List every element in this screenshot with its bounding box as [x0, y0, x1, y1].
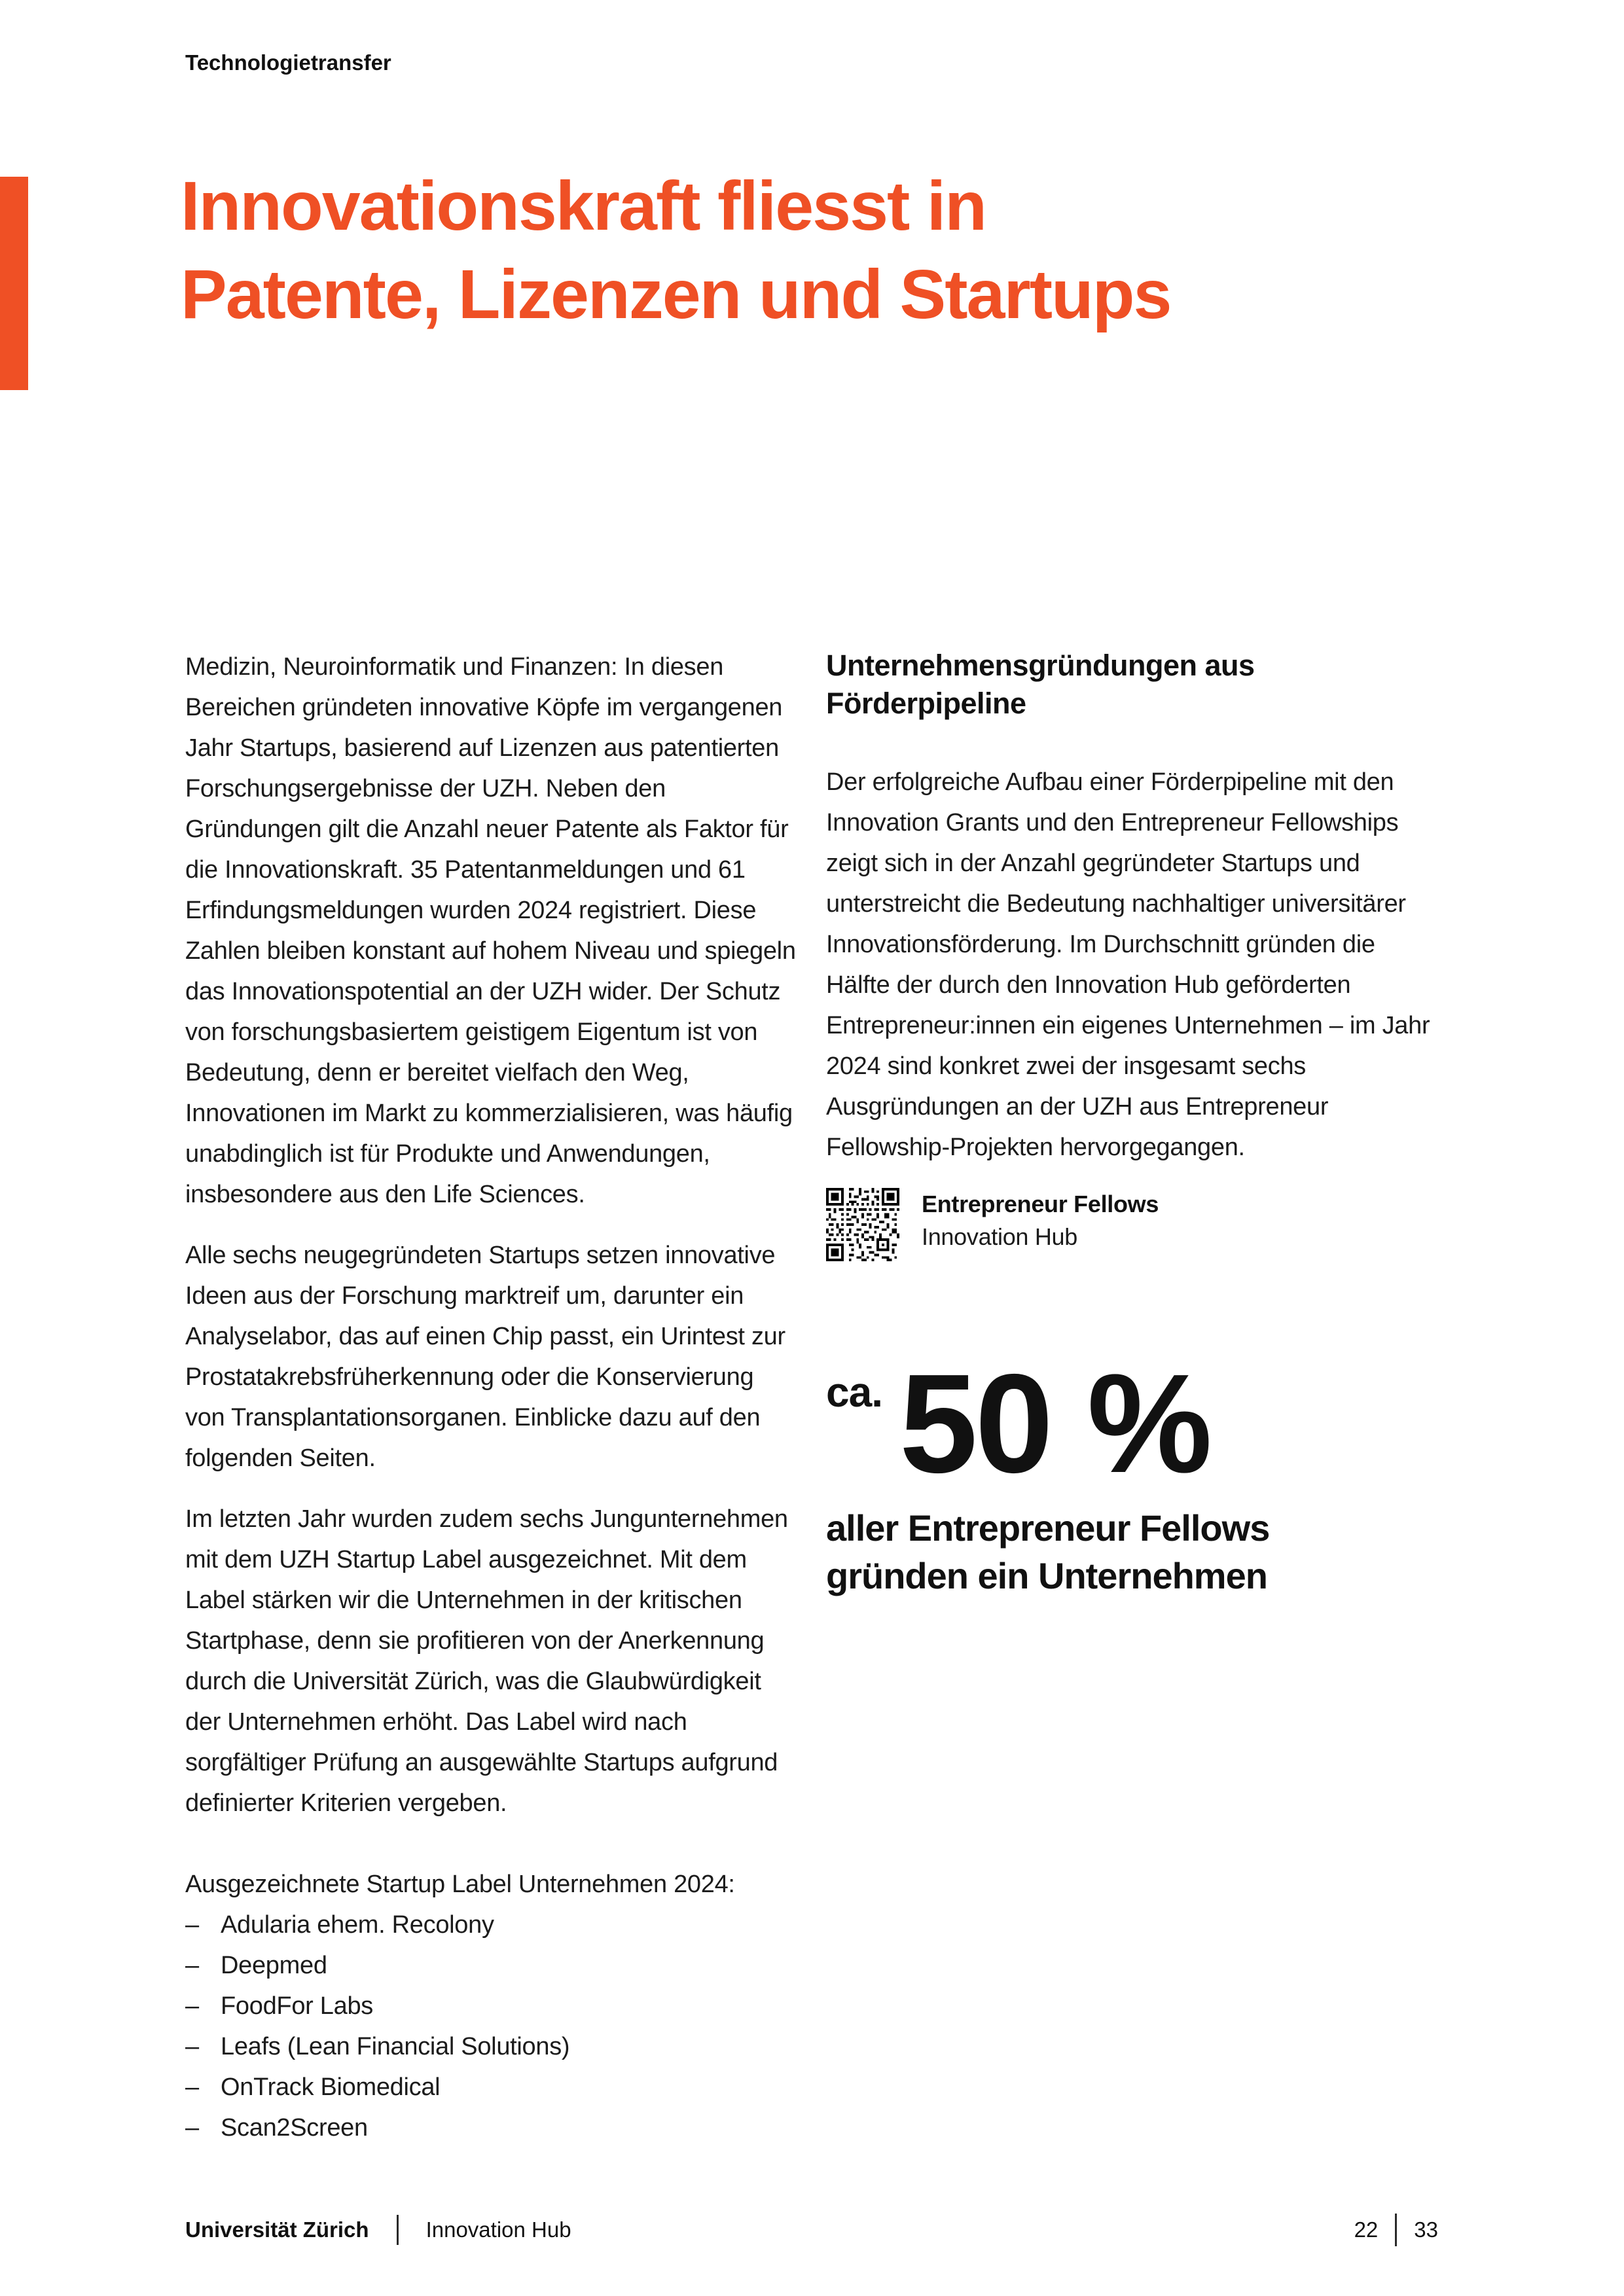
eyebrow-label: Technologietransfer — [185, 50, 391, 75]
footer-divider — [397, 2215, 399, 2245]
section-heading: Unternehmensgründungen aus Förderpipeline — [826, 649, 1255, 720]
list-intro: Ausgezeichnete Startup Label Unternehmen 2024: — [185, 1871, 735, 1898]
list-item-label: OnTrack Biomedical — [221, 2073, 441, 2101]
footer-organization: Universität Zürich — [185, 2217, 369, 2242]
page-number-divider — [1395, 2214, 1397, 2246]
list-dash: – — [185, 2114, 199, 2142]
list-dash: – — [185, 2073, 199, 2101]
footer-left — [185, 2215, 571, 2245]
list-item — [185, 1905, 797, 1945]
body-paragraph: Medizin, Neuroinformatik und Finanzen: In diesen Bereichen gründeten innovative Köpfe im vergangenen Jahr Startups, basierend auf Lizenzen aus patentierten Forschungsergebnisse der UZH. Neben den Gründungen gilt die Anzahl neuer Patente als Faktor für die Innovationskraft. 35 Patentanmeldungen und 61 Erfindungsmeldungen wurden 2024 registriert. Diese Zahlen bleiben konstant auf hohem Niveau und spiegeln das Innovationspotential an der UZH wider. Der Schutz von forschungsbasiertem geistigem Eigentum ist von Bedeutung, denn er bereitet vielfach den Weg, Innovationen im Markt zu kommerzialisieren, was häufig unabdinglich ist für Produkte und Anwendungen, insbesondere aus den Life Sciences. — [185, 653, 796, 1208]
list-item-label: Deepmed — [221, 1952, 327, 1979]
accent-bar — [0, 177, 28, 390]
stat-block — [826, 1344, 1438, 1600]
list-item — [185, 2026, 797, 2067]
list-item-label: Scan2Screen — [221, 2114, 368, 2142]
page-title-line-2: Patente, Lizenzen und Startups — [181, 256, 1171, 333]
body-paragraph: Alle sechs neugegründeten Startups setzen innovative Ideen aus der Forschung marktreif um, darunter ein Analyselabor, das auf einen Chip passt, ein Urintest zur Prostatakrebsfrüherkennung oder die Konservierung von Transplantationsorganen. Einblicke dazu auf den folgenden Seiten. — [185, 1242, 785, 1472]
stat-value: 50 % — [899, 1344, 1210, 1502]
qr-block — [826, 1188, 1438, 1261]
page-number-total: 33 — [1414, 2217, 1438, 2242]
list-item — [185, 2108, 797, 2148]
page-title — [181, 162, 1171, 339]
content-columns — [185, 647, 1438, 2148]
left-column — [185, 647, 797, 2148]
list-dash: – — [185, 2033, 199, 2060]
footer-unit: Innovation Hub — [425, 2217, 571, 2242]
stat-prefix: ca. — [826, 1369, 882, 1416]
list-dash: – — [185, 1992, 199, 2020]
list-item — [185, 1945, 797, 1986]
list-item — [185, 1986, 797, 2026]
startup-label-list — [185, 1905, 797, 2148]
body-paragraph: Im letzten Jahr wurden zudem sechs Jungunternehmen mit dem UZH Startup Label ausgezeichnet. Mit dem Label stärken wir die Unternehmen in der kritischen Startphase, denn sie profitieren von der Anerkennung durch die Universität Zürich, was die Glaubwürdigkeit der Unternehmen erhöht. Das Label wird nach sorgfältiger Prüfung an ausgewählte Startups aufgrund definierter Kriterien vergeben. — [185, 1505, 788, 1817]
page-title-line-1: Innovationskraft fliesst in — [181, 168, 986, 245]
stat-caption-line-2: gründen ein Unternehmen — [826, 1555, 1267, 1596]
body-paragraph: Der erfolgreiche Aufbau einer Förderpipeline mit den Innovation Grants und den Entrepreneur Fellowships zeigt sich in der Anzahl gegründeter Startups und unterstreicht die Bedeutung nachhaltiger universitärer Innovationsförderung. Im Durchschnitt gründen die Hälfte der durch den Innovation Hub geförderten Entrepreneur:innen ein eigenes Unternehmen – im Jahr 2024 sind konkret zwei der insgesamt sechs Ausgründungen an der UZH aus Entrepreneur Fellowship-Projekten hervorgegangen. — [826, 768, 1430, 1161]
qr-labels — [922, 1188, 1159, 1253]
footer-page-numbers — [1354, 2214, 1438, 2246]
list-dash: – — [185, 1952, 199, 1979]
list-item-label: FoodFor Labs — [221, 1992, 373, 2020]
list-dash: – — [185, 1911, 199, 1939]
list-item-label: Adularia ehem. Recolony — [221, 1911, 494, 1939]
right-column — [826, 647, 1438, 2148]
qr-code-icon — [826, 1188, 899, 1261]
qr-label-title: Entrepreneur Fellows — [922, 1191, 1159, 1217]
list-item-label: Leafs (Lean Financial Solutions) — [221, 2033, 570, 2060]
qr-label-subtitle: Innovation Hub — [922, 1223, 1077, 1250]
stat-caption-line-1: aller Entrepreneur Fellows — [826, 1507, 1270, 1549]
stat-caption — [826, 1504, 1438, 1600]
page-footer — [185, 2214, 1438, 2246]
list-item — [185, 2067, 797, 2108]
page-number-current: 22 — [1354, 2217, 1379, 2242]
stat-top — [826, 1344, 1438, 1502]
